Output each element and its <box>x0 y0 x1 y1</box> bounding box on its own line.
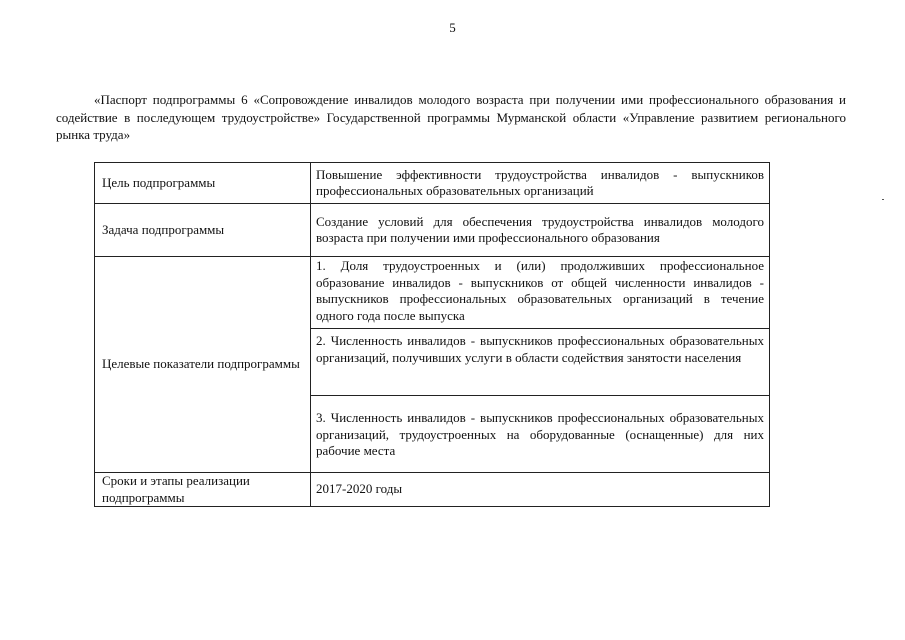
table-row-goal <box>95 163 770 204</box>
page-number: 5 <box>449 20 456 35</box>
scan-speck <box>882 199 884 200</box>
indicators-label: Целевые показатели подпрограммы <box>95 257 311 473</box>
indicator-3: 3. Численность инвалидов - выпускников профессиональных образовательных организаций, трудоустроенных на оборудованные (оснащенные) для них рабочие места <box>311 396 770 473</box>
table-row-indicator-1 <box>95 257 770 329</box>
task-value: Создание условий для обеспечения трудоустройства инвалидов молодого возраста при получении ими профессионального образования <box>311 204 770 257</box>
timeline-value: 2017-2020 годы <box>311 473 770 507</box>
table-row-task <box>95 204 770 257</box>
task-label: Задача подпрограммы <box>95 204 311 257</box>
goal-label: Цель подпрограммы <box>95 163 311 204</box>
table-row-timeline <box>95 473 770 507</box>
goal-value: Повышение эффективности трудоустройства инвалидов - выпускников профессиональных образовательных организаций <box>311 163 770 204</box>
indicator-1: 1. Доля трудоустроенных и (или) продолживших профессиональное образование инвалидов - выпускников от общей численности инвалидов - выпускников профессиональных образовательных организаций в течение одного года после выпуска <box>311 257 770 329</box>
timeline-label: Сроки и этапы реализации подпрограммы <box>95 473 311 507</box>
indicator-2: 2. Численность инвалидов - выпускников профессиональных образовательных организаций, получивших услуги в области содействия занятости населения <box>311 329 770 396</box>
subprogram-passport-table <box>94 162 770 507</box>
passport-intro-text: «Паспорт подпрограммы 6 «Сопровождение инвалидов молодого возраста при получении ими профессионального образования и содействие в последующем трудоустройстве» Государственной программы Мурманской области «Управление развитием регионального рынка труда» <box>56 92 846 142</box>
